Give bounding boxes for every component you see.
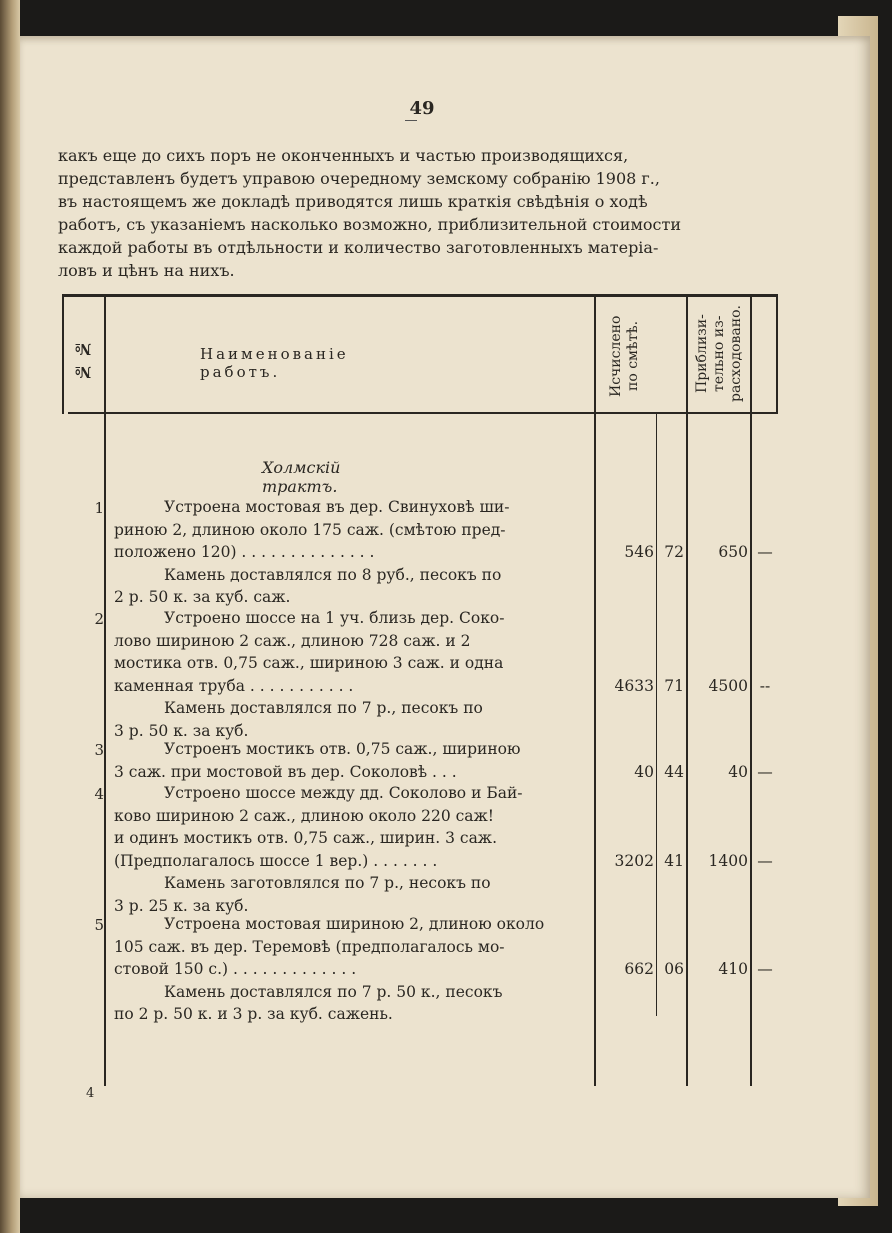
row-number: 3 xyxy=(94,741,104,759)
table-right-border xyxy=(776,294,778,414)
estimate-kopecks: 41 xyxy=(664,851,684,870)
row-text-line: Камень доставлялся по 8 руб., песокъ по xyxy=(164,565,502,584)
intro-line: ловъ и цѣнъ на нихъ. xyxy=(58,261,235,280)
row-number: 2 xyxy=(94,610,104,628)
estimate-rubles: 3202 xyxy=(614,851,654,870)
table-header-rule xyxy=(68,412,776,414)
row-text-line: Устроено шоссе на 1 уч. близь дер. Соко- xyxy=(164,609,505,627)
spent-amount: 410 xyxy=(718,960,748,979)
intro-line: въ настоящемъ же докладѣ приводятся лишь краткія свѣдѣнія о ходѣ xyxy=(58,192,648,211)
row-text-line: положено 120) . . . . . . . . . . . . . . xyxy=(114,543,375,562)
estimate-rubles: 546 xyxy=(624,543,654,562)
spent-amount: 40 xyxy=(728,762,748,781)
book-binding xyxy=(0,0,20,1233)
row-text-line: Камень заготовлялся по 7 р., несокъ по xyxy=(164,874,491,893)
remainder-mark: — xyxy=(757,762,773,781)
estimate-rubles: 662 xyxy=(624,960,654,979)
row-text-line: мостика отв. 0,75 саж., шириною 3 саж. и одна xyxy=(114,654,504,673)
estimate-kopecks: 72 xyxy=(664,543,684,562)
row-text-line: 2 р. 50 к. за куб. саж. xyxy=(114,588,291,607)
spent-amount: 1400 xyxy=(708,851,748,870)
page-number-underline xyxy=(405,120,417,121)
remainder-mark: -- xyxy=(759,676,771,695)
row-text-line: 3 р. 25 к. за куб. xyxy=(114,897,249,915)
row-text-line: ково шириною 2 саж., длиною около 220 саж! xyxy=(114,806,495,825)
spent-amount: 4500 xyxy=(708,676,748,695)
column-divider xyxy=(104,296,106,1086)
section-title: Холмскій трактъ. xyxy=(262,458,341,496)
intro-line: каждой работы въ отдѣльности и количество заготовленныхъ матеріа- xyxy=(58,238,659,257)
row-text-line: риною 2, длиною около 175 саж. (смѣтою пред- xyxy=(114,520,506,539)
row-text-line: стовой 150 с.) . . . . . . . . . . . . . xyxy=(114,960,357,979)
intro-line: какъ еще до сихъ поръ не оконченныхъ и частью производящихся, xyxy=(58,146,629,165)
table-top-rule xyxy=(62,294,776,297)
row-text-line: Устроена мостовая въ дер. Свинуховѣ ши- xyxy=(164,498,510,516)
row-text-line: и одинъ мостикъ отв. 0,75 саж., ширин. 3 саж. xyxy=(114,829,497,848)
signature-mark: 4 xyxy=(86,1086,95,1101)
estimate-kopecks: 06 xyxy=(664,960,684,979)
row-text-line: каменная труба . . . . . . . . . . . xyxy=(114,676,354,695)
row-text-line: (Предполагалось шоссе 1 вер.) . . . . . . . xyxy=(114,851,438,870)
intro-line: представленъ будетъ управою очередному земскому собранію 1908 г., xyxy=(58,169,660,188)
intro-line: работъ, съ указаніемъ насколько возможно, приблизительной стоимости xyxy=(58,215,682,234)
header-number: № № xyxy=(74,339,92,381)
remainder-mark: — xyxy=(757,851,773,870)
estimate-kopecks: 71 xyxy=(664,676,684,695)
table-left-border xyxy=(62,294,64,414)
estimate-rubles: 40 xyxy=(634,762,654,781)
header-estimate: Исчислено по смѣтѣ. xyxy=(608,315,641,397)
kopek-divider xyxy=(656,412,657,1016)
remainder-mark: — xyxy=(757,543,773,562)
column-divider xyxy=(750,296,752,1086)
row-text-line: по 2 р. 50 к. и 3 р. за куб. сажень. xyxy=(114,1005,393,1024)
row-text-line: Камень доставлялся по 7 р. 50 к., песокъ xyxy=(164,982,503,1001)
header-spent: Приблизи- тельно из- расходовано. xyxy=(694,305,744,403)
row-text-line: Устроена мостовая шириною 2, длиною около xyxy=(164,915,545,933)
row-number: 1 xyxy=(94,499,104,517)
header-work-name: Наименованіе работъ. xyxy=(200,345,349,381)
spent-amount: 650 xyxy=(718,543,748,562)
row-text-line: лово шириною 2 саж., длиною 728 саж. и 2 xyxy=(114,631,471,650)
row-number: 4 xyxy=(94,785,104,803)
page-number: 49 xyxy=(409,98,435,119)
row-text-line: 3 саж. при мостовой въ дер. Соколовѣ . . . xyxy=(114,762,457,781)
row-text-line: Камень доставлялся по 7 р., песокъ по xyxy=(164,699,483,718)
row-number: 5 xyxy=(94,916,104,934)
row-text-line: 105 саж. въ дер. Теремовѣ (предполагалось мо- xyxy=(114,937,505,956)
estimate-rubles: 4633 xyxy=(614,676,654,695)
remainder-mark: — xyxy=(757,960,773,979)
row-text-line: 3 р. 50 к. за куб. xyxy=(114,722,249,740)
estimate-kopecks: 44 xyxy=(664,762,684,781)
row-text-line: Устроенъ мостикъ отв. 0,75 саж., шириною xyxy=(164,740,521,758)
row-text-line: Устроено шоссе между дд. Соколово и Бай- xyxy=(164,784,523,802)
